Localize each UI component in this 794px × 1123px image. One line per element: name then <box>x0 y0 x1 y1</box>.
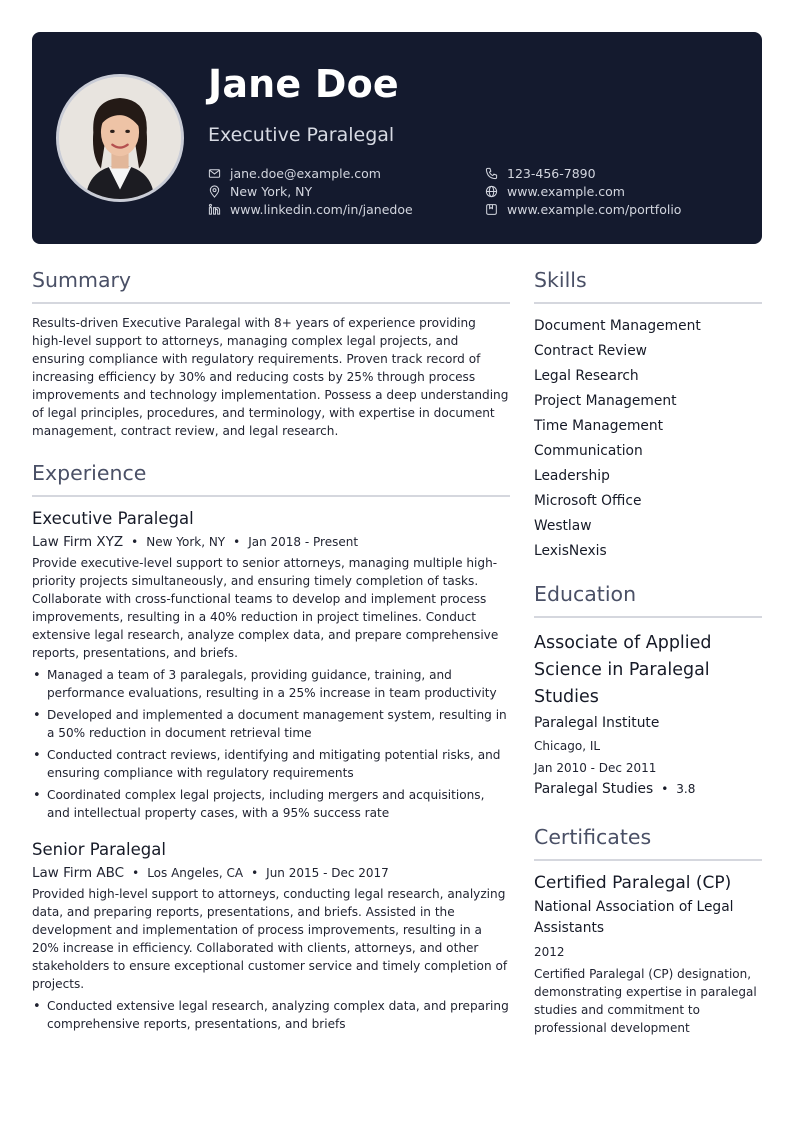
sidebar-column <box>534 268 762 1037</box>
education-degree: Associate of Applied Science in Paralegal Studies <box>534 633 712 707</box>
job-dates: Jan 2018 - Present <box>248 535 359 549</box>
experience-section <box>32 461 510 1033</box>
job-company: Law Firm XYZ <box>32 534 124 550</box>
job-title: Senior Paralegal <box>32 840 166 859</box>
skills-heading: Skills <box>534 268 762 304</box>
education-field <box>534 781 762 797</box>
achievement-item: • Managed a team of 3 paralegals, providing guidance, training, and performance evaluations, resulting in a 25% increase in team productivity <box>32 666 510 702</box>
skill-item: Microsoft Office <box>534 493 642 509</box>
skill-item: Project Management <box>534 393 677 409</box>
job-achievements <box>32 997 510 1033</box>
certificate-name: Certified Paralegal (CP) <box>534 873 732 893</box>
certificate-description: Certified Paralegal (CP) designation, demonstrating expertise in paralegal studies and commitment to professional development <box>534 967 757 1035</box>
education-location: Chicago, IL <box>534 739 601 753</box>
profile-portrait-icon <box>59 77 181 199</box>
job-meta <box>32 865 510 881</box>
certificate-issuer: National Association of Legal Assistants <box>534 899 734 936</box>
job-description: Provide executive-level support to senior attorneys, managing multiple high-priority projects simultaneously, and ensuring timely completion of tasks. Collaborate with cross-functional teams to develop and implement process improvements, resulting in a 40% reduction in project timelines. Conduct extensive legal research, analyze complex data, and prepare comprehensive reports, presentations, and briefs. <box>32 556 499 660</box>
candidate-title: Executive Paralegal <box>208 124 395 146</box>
skills-section <box>534 268 762 564</box>
education-heading: Education <box>534 582 762 618</box>
map-pin-icon <box>208 185 221 198</box>
skill-item: Legal Research <box>534 368 639 384</box>
job-description: Provided high-level support to attorneys, conducting legal research, analyzing data, and preparing reports, presentations, and briefs. Assisted in the development and implementation of process improvements, resulting in a 20% increase in efficiency. Collaborated with clients, attorneys, and other stakeholders to ensure exceptional customer service and timely completion of projects. <box>32 887 508 991</box>
certificate-year: 2012 <box>534 945 565 959</box>
summary-text: Results-driven Executive Paralegal with 8+ years of experience providing high-level support to attorneys, managing complex legal projects, and ensuring compliance with regulatory requirements. Proven track record of increasing efficiency by 30% and reducing costs by 25% through process improvements and technology implementation. Possess a deep understanding of legal principles, procedures, and terminology, with expertise in document management, contract review, and legal research. <box>32 316 509 438</box>
contact-location-text: New York, NY <box>230 184 313 199</box>
contact-portfolio[interactable] <box>485 202 681 217</box>
job-dates: Jun 2015 - Dec 2017 <box>266 866 389 880</box>
skill-item: Document Management <box>534 318 701 334</box>
separator-dot: • <box>661 782 669 796</box>
phone-icon <box>485 167 498 180</box>
contact-portfolio-text: www.example.com/portfolio <box>507 202 682 217</box>
contact-location <box>208 184 312 199</box>
job-location: Los Angeles, CA <box>147 866 244 880</box>
mail-icon <box>208 167 221 180</box>
contact-email-text: jane.doe@example.com <box>230 166 381 181</box>
education-dates: Jan 2010 - Dec 2011 <box>534 761 657 775</box>
portfolio-icon <box>485 203 498 216</box>
contact-linkedin-text: www.linkedin.com/in/janedoe <box>230 202 413 217</box>
job-entry <box>32 840 510 1033</box>
summary-section <box>32 268 510 440</box>
linkedin-icon <box>208 203 221 216</box>
skill-item: Contract Review <box>534 343 647 359</box>
job-meta <box>32 534 510 550</box>
contact-email[interactable] <box>208 166 381 181</box>
achievement-item: • Coordinated complex legal projects, including mergers and acquisitions, and intellectual property cases, with a 95% success rate <box>32 786 510 822</box>
job-entry <box>32 509 510 822</box>
experience-heading: Experience <box>32 461 510 497</box>
resume-header <box>32 32 762 244</box>
certificates-section <box>534 825 762 1037</box>
contact-phone[interactable] <box>485 166 596 181</box>
profile-photo <box>56 74 184 202</box>
summary-heading: Summary <box>32 268 510 304</box>
certificates-heading: Certificates <box>534 825 762 861</box>
separator-dot: • <box>233 535 241 549</box>
job-company: Law Firm ABC <box>32 865 125 881</box>
skill-item: Westlaw <box>534 518 592 534</box>
skill-item: Time Management <box>534 418 664 434</box>
education-field-name: Paralegal Studies <box>534 781 654 797</box>
job-title: Executive Paralegal <box>32 509 194 528</box>
skills-list <box>534 314 762 564</box>
skill-item: LexisNexis <box>534 543 607 559</box>
candidate-name: Jane Doe <box>208 62 399 106</box>
achievement-item: • Conducted contract reviews, identifying and mitigating potential risks, and ensuring compliance with regulatory requirements <box>32 746 510 782</box>
separator-dot: • <box>132 866 140 880</box>
skill-item: Communication <box>534 443 643 459</box>
contact-website-text: www.example.com <box>507 184 625 199</box>
contact-phone-text: 123-456-7890 <box>507 166 596 181</box>
skill-item: Leadership <box>534 468 610 484</box>
job-achievements <box>32 666 510 822</box>
education-institution: Paralegal Institute <box>534 715 660 731</box>
separator-dot: • <box>251 866 259 880</box>
separator-dot: • <box>131 535 139 549</box>
contact-website[interactable] <box>485 184 625 199</box>
job-location: New York, NY <box>146 535 226 549</box>
contact-linkedin[interactable] <box>208 202 413 217</box>
education-section <box>534 582 762 797</box>
main-column <box>32 268 510 1037</box>
globe-icon <box>485 185 498 198</box>
achievement-item: • Conducted extensive legal research, analyzing complex data, and preparing comprehensive reports, presentations, and briefs <box>32 997 510 1033</box>
education-gpa: 3.8 <box>676 782 696 796</box>
achievement-item: • Developed and implemented a document management system, resulting in a 50% reduction in document retrieval time <box>32 706 510 742</box>
